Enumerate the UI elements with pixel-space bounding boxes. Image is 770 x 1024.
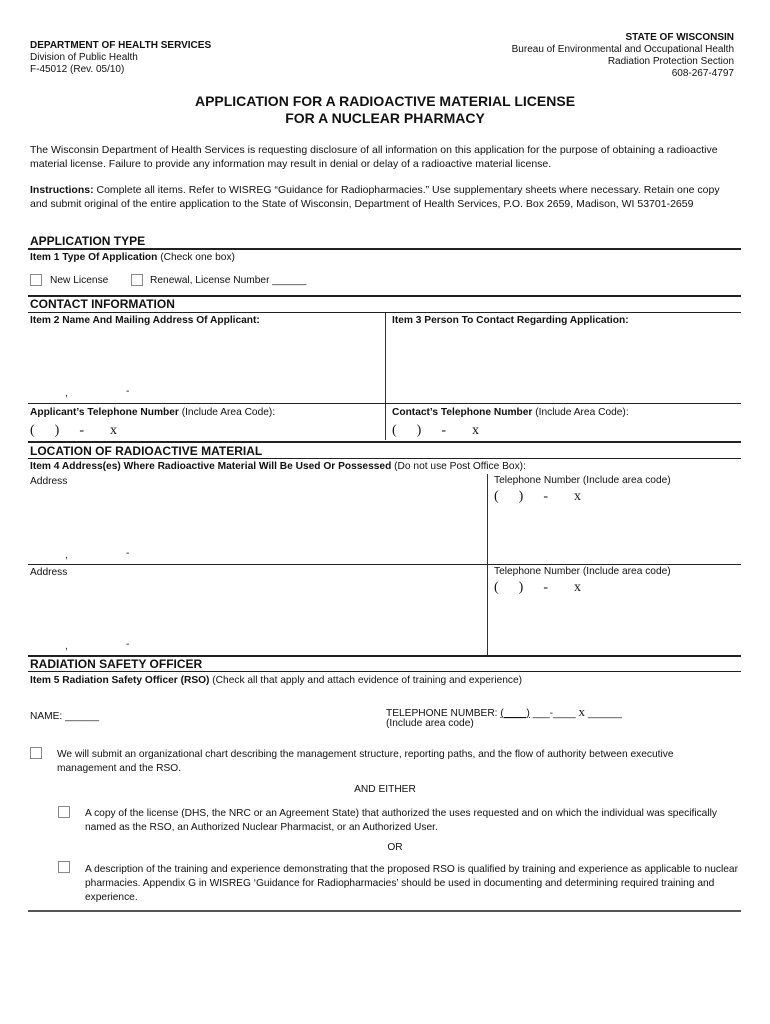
tel-ext: ______: [585, 708, 622, 719]
application-type-heading: APPLICATION TYPE: [30, 234, 146, 248]
location-phone-field-1[interactable]: [494, 489, 581, 505]
header-phone: 608-267-4797: [671, 68, 734, 79]
phone-dash: -: [543, 580, 549, 595]
bureau-name: Bureau of Environmental and Occupational Health: [511, 44, 734, 55]
org-chart-checkbox[interactable]: [30, 747, 42, 759]
item1-note: (Check one box): [157, 252, 235, 263]
renewal-checkbox[interactable]: [131, 274, 143, 286]
new-license-checkbox[interactable]: [30, 274, 42, 286]
zip-dash: -: [126, 639, 130, 650]
paren-close: ): [54, 423, 60, 438]
paren-open: (: [30, 423, 35, 438]
item2-label: [30, 315, 260, 326]
instructions-paragraph: [30, 184, 730, 211]
org-chart-text: We will submit an organizational chart describing the management structure, reporting paths, and the flow of authority between executive management and the RSO.: [57, 749, 674, 774]
location-phone-label-1: Telephone Number (Include area code): [494, 475, 671, 486]
paren-open: (: [392, 423, 397, 438]
divider: [28, 403, 741, 404]
applicant-phone-note: (Include Area Code):: [178, 407, 276, 418]
or-text: OR: [387, 842, 403, 853]
city-state-comma: ,: [65, 641, 68, 652]
column-divider: [487, 565, 488, 655]
divider: [28, 671, 741, 672]
new-license-label: New License: [50, 275, 109, 286]
rso-area-code-note: (Include area code): [386, 718, 474, 729]
department-name: DEPARTMENT OF HEALTH SERVICES: [30, 40, 212, 51]
paren-close: ): [518, 580, 524, 595]
phone-ext-x: x: [472, 423, 480, 438]
item4-note: (Do not use Post Office Box):: [391, 461, 526, 472]
tel-area: (____): [500, 708, 530, 719]
option2-text: A description of the training and experience demonstrating that the proposed RSO is qualified by training and experience as applicable to nuclear pharmacies. Appendix G in WISREG ‘Guidance for Radiopharmacies’ should be used in documenting and determining required training and experience.: [85, 864, 738, 903]
intro-paragraph: The Wisconsin Department of Health Services is requesting disclosure of all information on this application for the purpose of obtaining a radioactive material license. Failure to provide any information may result in denial or delay of a radioactive material license.: [30, 144, 718, 170]
item4-label: [30, 461, 526, 472]
item5-title: Item 5 Radiation Safety Officer (RSO): [30, 675, 210, 686]
phone-ext-x: x: [110, 423, 118, 438]
address-label-2: Address: [30, 567, 68, 578]
city-state-comma: ,: [65, 388, 68, 399]
page-title: [0, 93, 770, 127]
option1-text: A copy of the license (DHS, the NRC or an Agreement State) that authorized the uses requested and on which the individual was specifically named as the RSO, an Authorized Nuclear Pharmacist, or an Authorized User.: [85, 808, 717, 833]
form-number: F-45012 (Rev. 05/10): [30, 64, 125, 75]
divider: [28, 441, 741, 443]
divider: [28, 564, 741, 565]
location-heading: LOCATION OF RADIOACTIVE MATERIAL: [30, 444, 263, 458]
column-divider: [487, 474, 488, 564]
item3-title: Item 3 Person To Contact Regarding Application:: [392, 315, 629, 326]
phone-ext-x: x: [574, 489, 582, 504]
section-name: Radiation Protection Section: [607, 56, 734, 67]
city-state-comma: ,: [65, 550, 68, 561]
contact-phone-note: (Include Area Code):: [532, 407, 629, 418]
tel-rest: ___-____: [529, 708, 579, 719]
contact-phone-field[interactable]: [392, 423, 479, 439]
bottom-divider: [28, 910, 741, 912]
location-phone-label-2: Telephone Number (Include area code): [494, 566, 671, 577]
tel-label: TELEPHONE NUMBER:: [386, 708, 501, 719]
zip-dash: -: [126, 548, 130, 559]
title-line-2: FOR A NUCLEAR PHARMACY: [285, 110, 485, 126]
renewal-label: Renewal, License Number ______: [150, 275, 307, 286]
option2-checkbox[interactable]: [58, 861, 70, 873]
instructions-text: Complete all items. Refer to WISREG “Guidance for Radiopharmacies.” Use supplementary sheets where necessary. Retain one copy and submit original of the entire application to the State of Wisconsin, Department of Health Services, P.O. Box 2659, Madison, WI 53701-2659: [30, 184, 720, 210]
location-phone-field-2[interactable]: [494, 580, 581, 596]
item1-title: Item 1 Type Of Application: [30, 252, 158, 263]
phone-ext-x: x: [574, 580, 582, 595]
item5-note: (Check all that apply and attach evidence of training and experience): [209, 675, 523, 686]
paren-close: ): [416, 423, 422, 438]
column-divider: [385, 313, 386, 440]
paren-open: (: [494, 489, 499, 504]
instructions-label: Instructions:: [30, 184, 94, 196]
zip-dash: -: [126, 386, 130, 397]
tel-x: x: [578, 704, 586, 719]
paren-close: ): [518, 489, 524, 504]
item2-title: Item 2 Name And Mailing Address Of Applicant:: [30, 315, 260, 326]
item1-label: [30, 252, 235, 263]
item3-label: [392, 315, 629, 326]
divider: [28, 458, 741, 459]
phone-dash: -: [79, 423, 85, 438]
rso-heading: RADIATION SAFETY OFFICER: [30, 657, 203, 671]
applicant-phone-title: Applicant’s Telephone Number: [30, 407, 179, 418]
item4-title: Item 4 Address(es) Where Radioactive Material Will Be Used Or Possessed: [30, 461, 392, 472]
contact-info-heading: CONTACT INFORMATION: [30, 297, 175, 311]
paren-open: (: [494, 580, 499, 595]
option1-checkbox[interactable]: [58, 806, 70, 818]
and-either-text: AND EITHER: [354, 784, 416, 795]
item5-label: [30, 675, 522, 686]
applicant-phone-label: [30, 407, 275, 418]
title-line-1: APPLICATION FOR A RADIOACTIVE MATERIAL LICENSE: [194, 93, 576, 109]
header-right: [512, 32, 734, 80]
applicant-phone-field[interactable]: [30, 423, 117, 439]
contact-phone-title: Contact’s Telephone Number: [392, 407, 533, 418]
division-name: Division of Public Health: [30, 52, 138, 63]
rso-name-field[interactable]: NAME: ______: [30, 711, 100, 722]
contact-phone-label: [392, 407, 629, 418]
phone-dash: -: [441, 423, 447, 438]
divider: [28, 248, 741, 250]
address-label-1: Address: [30, 476, 68, 487]
phone-dash: -: [543, 489, 549, 504]
state-name: STATE OF WISCONSIN: [625, 32, 734, 43]
header-left: [30, 40, 211, 76]
